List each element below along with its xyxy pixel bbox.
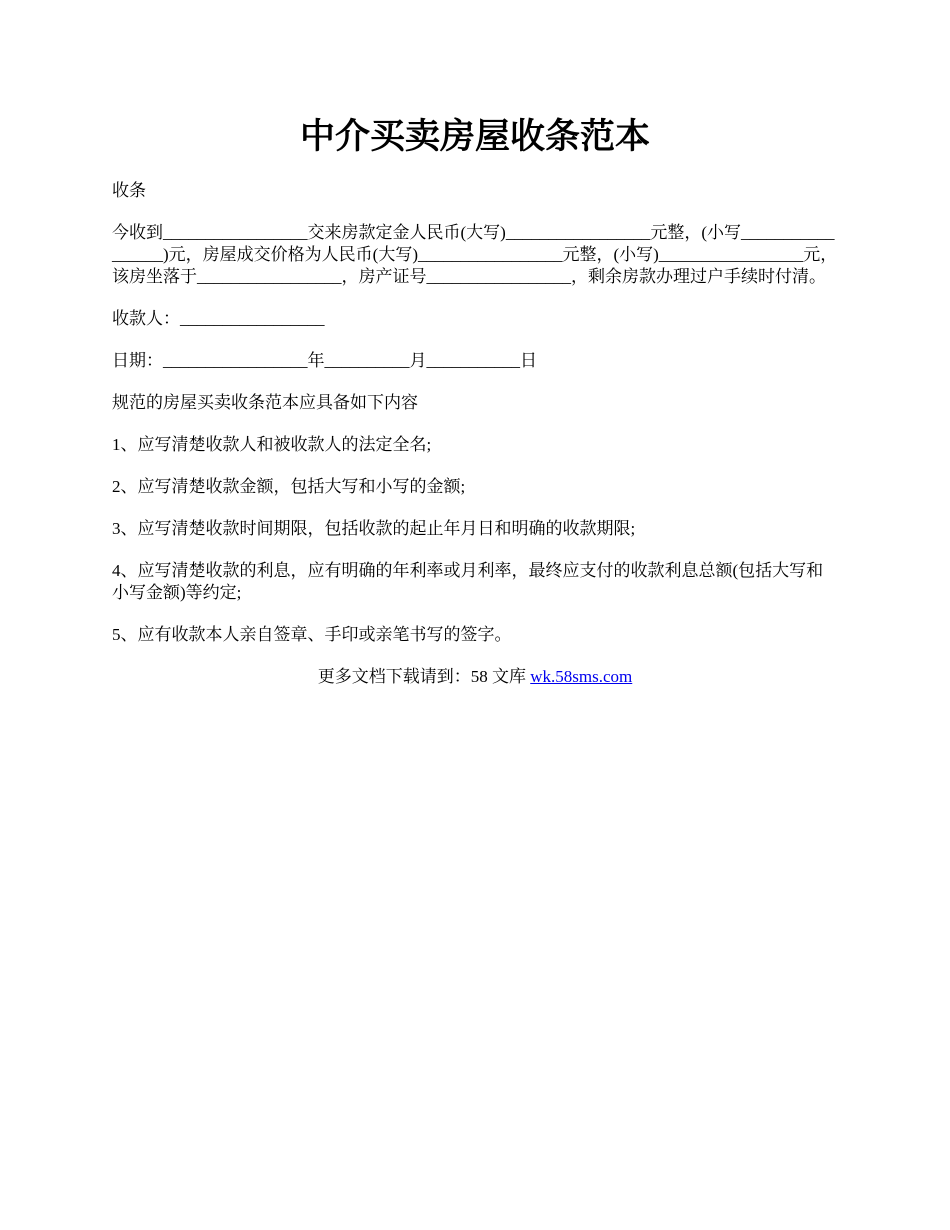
receipt-body-paragraph: 今收到_________________交来房款定金人民币(大写)_________________元整，(小写_________________)元，房屋成交价格为人民币(大写)_________________元整，(小写)_________________元，该房坐落于_________________，房产证号_________________，剩余房款办理过户手续时付清。	[112, 223, 838, 286]
requirement-item: 1、应写清楚收款人和被收款人的法定全名;	[112, 435, 432, 454]
date-line: 日期：_________________年__________月___________日	[112, 351, 537, 370]
footer-link[interactable]: wk.58sms.com	[530, 667, 633, 686]
document-title: 中介买卖房屋收条范本	[299, 117, 650, 156]
document-body	[112, 180, 838, 688]
payee-line: 收款人：_________________	[112, 309, 325, 328]
requirements-intro: 规范的房屋买卖收条范本应具备如下内容	[112, 393, 418, 412]
requirement-item: 4、应写清楚收款的利息，应有明确的年利率或月利率，最终应支付的收款利息总额(包括大写和小写金额)等约定;	[112, 561, 824, 602]
requirement-item: 5、应有收款本人亲自签章、手印或亲笔书写的签字。	[112, 625, 512, 644]
requirement-item: 3、应写清楚收款时间期限，包括收款的起止年月日和明确的收款期限;	[112, 519, 636, 538]
receipt-heading: 收条	[112, 181, 146, 200]
footer-prefix: 更多文档下载请到：58 文库	[317, 667, 531, 686]
requirement-item: 2、应写清楚收款金额，包括大写和小写的金额;	[112, 477, 466, 496]
footer-line	[112, 666, 838, 688]
